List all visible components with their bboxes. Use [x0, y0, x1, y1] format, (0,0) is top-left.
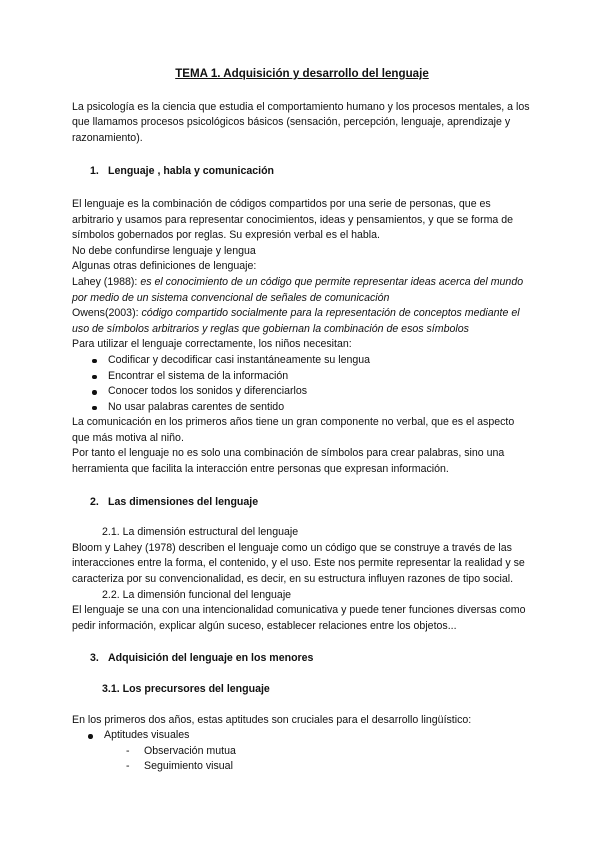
list-item: Codificar y decodificar casi instantáneamente su lengua: [90, 353, 532, 369]
list-item: - Seguimiento visual: [126, 759, 532, 775]
section-1-paragraph-3: Algunas otras definiciones de lenguaje:: [72, 260, 257, 273]
subsection-3-1-text: En los primeros dos años, estas aptitudes son cruciales para el desarrollo lingüístico:: [72, 713, 472, 726]
document-title: TEMA 1. Adquisición y desarrollo del lenguaje: [175, 67, 429, 80]
section-1-title: Lenguaje , habla y comunicación: [108, 165, 275, 178]
subsection-2-1-heading: 2.1. La dimensión estructural del lenguaje: [102, 526, 299, 539]
intro-paragraph: La psicología es la ciencia que estudia el comportamiento humano y los procesos mentales, a los que llamamos procesos psicológicos básicos (sensación, percepción, lenguaje, aprendizaje y razonamiento).: [72, 100, 530, 144]
list-item: - Observación mutua: [126, 744, 532, 760]
visual-aptitudes-list: [72, 744, 532, 775]
section-1-paragraph-4: Para utilizar el lenguaje correctamente, los niños necesitan:: [72, 338, 352, 351]
needs-list: [72, 353, 532, 415]
aptitudes-list: [72, 728, 532, 744]
list-item: No usar palabras carentes de sentido: [90, 400, 532, 416]
section-1-paragraph-2: No debe confundirse lenguaje y lengua: [72, 244, 256, 257]
section-1-paragraph-5: La comunicación en los primeros años tiene un gran componente no verbal, que es el aspecto que más motiva al niño.: [72, 416, 515, 444]
lahey-label: Lahey (1988):: [72, 275, 138, 288]
section-2-number: 2.: [90, 495, 99, 508]
list-item: Conocer todos los sonidos y diferenciarlos: [90, 384, 532, 400]
section-2-heading: [72, 495, 532, 511]
section-1-paragraph-6: Por tanto el lenguaje no es solo una combinación de símbolos para crear palabras, sino una herramienta que facilita la interacción entre personas que expresan información.: [72, 447, 505, 476]
section-1-number: 1.: [90, 165, 99, 178]
list-item: Aptitudes visuales: [86, 728, 532, 744]
list-item: Encontrar el sistema de la información: [90, 369, 532, 385]
subsection-3-1-heading: 3.1. Los precursores del lenguaje: [102, 683, 270, 695]
subsection-2-2-heading: 2.2. La dimensión funcional del lenguaje: [102, 588, 292, 601]
lahey-definition-text: es el conocimiento de un código que permite representar ideas acerca del mundo por medio de un sistema convencional de señales de comunicación: [72, 275, 524, 304]
lahey-definition: [72, 275, 532, 306]
document-page: [72, 66, 532, 775]
owens-definition: [72, 306, 532, 337]
owens-definition-text: código compartido socialmente para la representación de conceptos mediante el uso de símbolos arbitrarios y reglas que gobiernan la combinación de esos símbolos: [72, 307, 520, 335]
section-1-paragraph-1: El lenguaje es la combinación de códigos compartidos por una serie de personas, que es arbitrario y usamos para representar conocimientos, ideas y pensamientos, y que se forma de símbolos gobernados por reglas. Su expresión verbal es el habla.: [72, 197, 514, 242]
owens-label: Owens(2003):: [72, 307, 139, 320]
subsection-2-2-text: El lenguaje se una con una intencionalidad comunicativa y puede tener funciones diversas como pedir información, explicar algún suceso, establecer relaciones entre los objetos...: [72, 604, 526, 632]
section-3-number: 3.: [90, 652, 99, 665]
section-3-title: Adquisición del lenguaje en los menores: [108, 652, 314, 665]
subsection-2-1-text: Bloom y Lahey (1978) describen el lenguaje como un código que se construye a través de las interacciones entre la forma, el contenido, y el uso. Este nos permite representar la realidad y se caracteriza por su convencionalidad, es decir, en su estructura influyen razones de tipo social.: [72, 541, 525, 586]
section-1-heading: [72, 164, 532, 180]
section-2-title: Las dimensiones del lenguaje: [108, 495, 259, 508]
section-3-heading: [72, 651, 532, 667]
